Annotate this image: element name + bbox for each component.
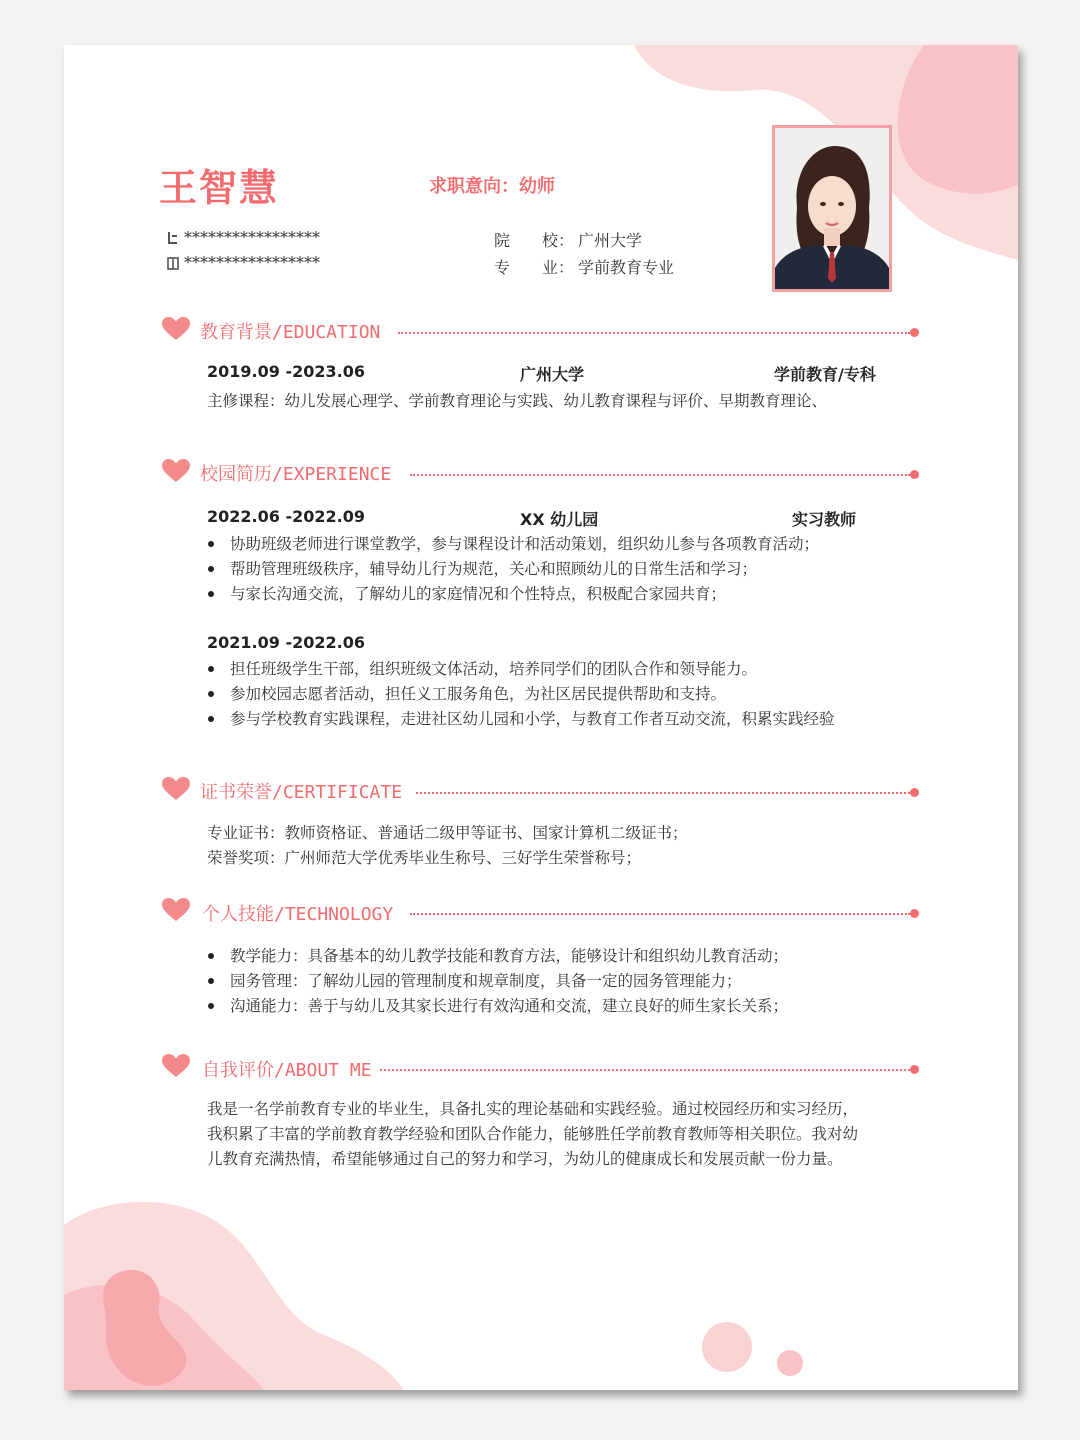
email-address: *****************	[184, 253, 320, 272]
education-divider	[398, 332, 910, 334]
certificate-title: 证书荣誉/CERTIFICATE	[200, 782, 403, 803]
heart-icon	[162, 777, 190, 801]
certificate-line: 专业证书：教师资格证、普通话二级甲等证书、国家计算机二级证书；	[207, 824, 688, 842]
major-label: 专 业：	[494, 258, 575, 277]
skills-title: 个人技能/TECHNOLOGY	[202, 904, 394, 925]
bullet-dot	[208, 541, 214, 547]
portrait-illustration	[775, 128, 889, 289]
bullet-dot	[208, 978, 214, 984]
bullet-dot	[208, 566, 214, 572]
job1-role: 实习教师	[792, 510, 857, 529]
job1-org: XX 幼儿园	[520, 510, 599, 529]
education-major: 学前教育/专科	[774, 365, 876, 384]
bullet-dot	[208, 1003, 214, 1009]
about-line: 我是一名学前教育专业的毕业生，具备扎实的理论基础和实践经验。通过校园经历和实习经历，	[207, 1100, 859, 1118]
education-divider-end	[910, 328, 919, 337]
profile-photo	[772, 125, 892, 292]
heart-icon	[162, 459, 190, 483]
bottom-circle-small	[777, 1350, 803, 1376]
about-divider-end	[910, 1065, 919, 1074]
heart-icon	[162, 317, 190, 341]
experience-divider	[410, 474, 910, 476]
school-value: 广州大学	[578, 231, 643, 250]
skills-divider	[410, 913, 910, 915]
about-divider	[380, 1069, 910, 1071]
skills-divider-end	[910, 909, 919, 918]
phone-number: *****************	[184, 228, 320, 247]
heart-icon	[162, 1054, 190, 1078]
about-line: 我积累了丰富的学前教育教学经验和团队合作能力，能够胜任学前教育教师等相关职位。我对幼	[207, 1125, 859, 1143]
education-title: 教育背景/EDUCATION	[200, 322, 381, 343]
skill-item: 园务管理：了解幼儿园的管理制度和规章制度，具备一定的园务管理能力；	[230, 972, 742, 990]
skill-item: 教学能力：具备基本的幼儿教学技能和教育方法，能够设计和组织幼儿教育活动；	[230, 947, 789, 965]
bullet-dot	[208, 691, 214, 697]
job-intent: 求职意向：幼师	[429, 176, 555, 197]
job1-period: 2022.06 -2022.09	[207, 507, 365, 526]
about-line: 儿教育充满热情，希望能够通过自己的努力和学习，为幼儿的健康成长和发展贡献一份力量。	[207, 1150, 843, 1168]
major-value: 学前教育专业	[578, 258, 675, 277]
bullet-dot	[208, 591, 214, 597]
certificate-divider	[416, 792, 910, 794]
job2-item: 担任班级学生干部，组织班级文体活动，培养同学们的团队合作和领导能力。	[230, 660, 758, 678]
school-label: 院 校：	[494, 231, 575, 250]
job2-period: 2021.09 -2022.06	[207, 633, 365, 652]
skill-item: 沟通能力：善于与幼儿及其家长进行有效沟通和交流，建立良好的师生家长关系；	[230, 997, 789, 1015]
certificate-line: 荣誉奖项：广州师范大学优秀毕业生称号、三好学生荣誉称号；	[207, 849, 642, 867]
about-title: 自我评价/ABOUT ME	[202, 1060, 372, 1081]
experience-title: 校园简历/EXPERIENCE	[200, 464, 392, 485]
mail-icon	[167, 256, 179, 270]
job1-item: 帮助管理班级秩序，辅导幼儿行为规范，关心和照顾幼儿的日常生活和学习；	[230, 560, 758, 578]
bottom-circle-large	[702, 1322, 752, 1372]
experience-divider-end	[910, 470, 919, 479]
certificate-divider-end	[910, 788, 919, 797]
education-school: 广州大学	[520, 365, 585, 384]
job2-item: 参与学校教育实践课程，走进社区幼儿园和小学，与教育工作者互动交流，积累实践经验	[230, 710, 835, 728]
phone-icon	[167, 231, 179, 245]
candidate-name: 王智慧	[159, 166, 280, 210]
bullet-dot	[208, 666, 214, 672]
bullet-dot	[208, 953, 214, 959]
job2-item: 参加校园志愿者活动，担任义工服务角色，为社区居民提供帮助和支持。	[230, 685, 727, 703]
resume-page	[64, 45, 1018, 1390]
job1-item: 协助班级老师进行课堂教学，参与课程设计和活动策划，组织幼儿参与各项教育活动；	[230, 535, 820, 553]
heart-icon	[162, 898, 190, 922]
top-right-blob-mid	[898, 45, 1018, 194]
job1-item: 与家长沟通交流，了解幼儿的家庭情况和个性特点，积极配合家园共育；	[230, 585, 727, 603]
education-courses: 主修课程：幼儿发展心理学、学前教育理论与实践、幼儿教育课程与评价、早期教育理论、	[207, 392, 828, 410]
bullet-dot	[208, 716, 214, 722]
education-period: 2019.09 -2023.06	[207, 362, 365, 381]
